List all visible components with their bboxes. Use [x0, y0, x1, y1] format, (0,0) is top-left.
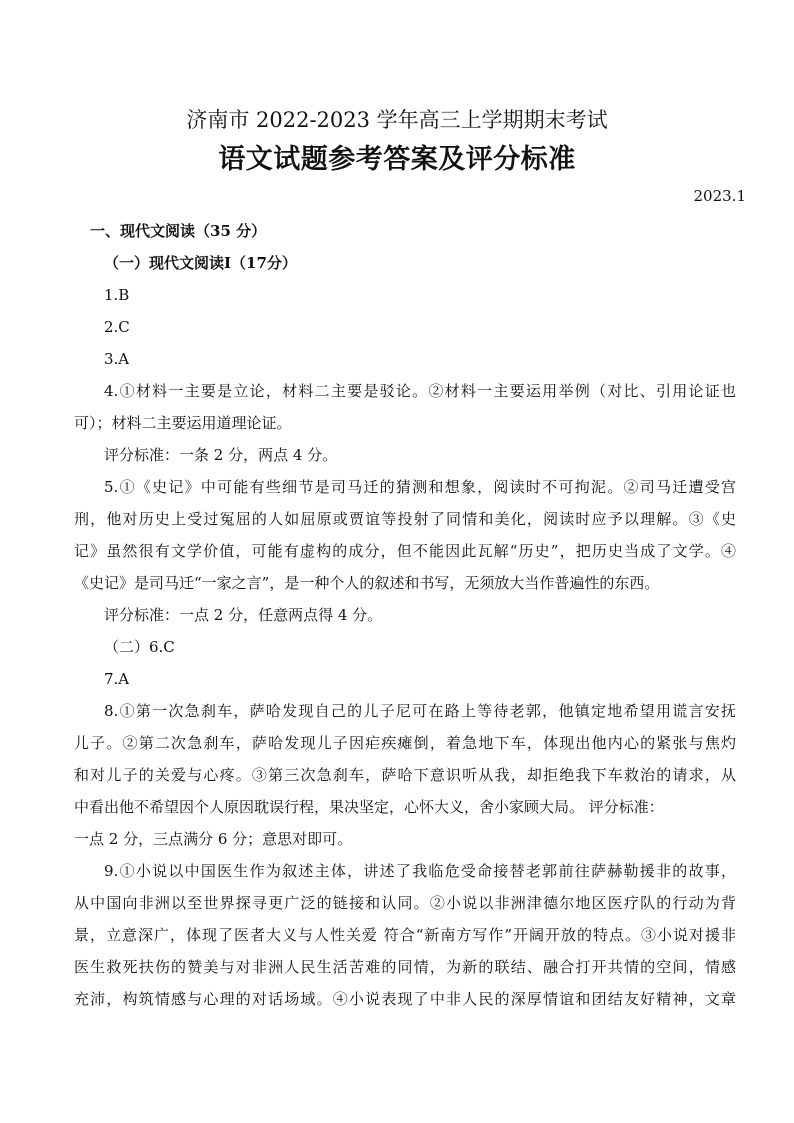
answer-line: 可）；材料二主要运用道理论证。	[74, 414, 292, 432]
scoring-line: 一点 2 分，三点满分 6 分；意思对即可。	[74, 830, 353, 848]
answer-line: 《史记》是司马迁“一家之言”，是一种个人的叙述和书写，无须放大当作普遍性的东西。	[74, 574, 660, 592]
answer-line: 8.①第一次急刹车，萨哈发现自己的儿子尼可在路上等待老郭，他镇定地希望用谎言安抚	[104, 702, 736, 720]
answer-line: 儿子。②第二次急刹车，萨哈发现儿子因疟疾瘫倒，着急地下车，体现出他内心的紧张与焦灼	[74, 734, 736, 752]
answer-line: 9.①小说以中国医生作为叙述主体，讲述了我临危受命接替老郭前往萨赫勒援非的故事，	[104, 862, 736, 880]
scoring-line: 评分标准：一点 2 分，任意两点得 4 分。	[104, 606, 383, 624]
answer-line: 记》虽然很有文学价值，可能有虚构的成分，但不能因此瓦解“历史”，把历史当成了文学。④	[74, 542, 736, 560]
answer-line: （二）6.C	[104, 638, 175, 656]
section-heading: 一、现代文阅读（35 分）	[90, 222, 267, 240]
answer-line: 5.①《史记》中可能有些细节是司马迁的猜测和想象，阅读时不可拘泥。②司马迁遭受宫	[104, 478, 736, 496]
scoring-line: 评分标准：一条 2 分，两点 4 分。	[104, 446, 338, 464]
answer-line: 景，立意深广，体现了医者大义与人性关爱 符合“新南方写作”开阔开放的特点。③小说对援非	[74, 926, 736, 944]
answer-line: 1.B	[104, 286, 130, 304]
answer-line: 从中国向非洲以至世界探寻更广泛的链接和认同。②小说以非洲津德尔地区医疗队的行动为背	[74, 894, 736, 912]
answer-line: 7.A	[104, 670, 130, 688]
answer-line: 充沛，构筑情感与心理的对话场域。④小说表现了中非人民的深厚情谊和团结友好精神，文章	[74, 990, 736, 1008]
document-subtitle: 语文试题参考答案及评分标准	[218, 144, 576, 175]
document-date: 2023.1	[693, 187, 746, 205]
answer-line: 2.C	[104, 318, 130, 336]
subsection-heading: （一）现代文阅读Ⅰ（17分）	[104, 254, 297, 272]
answer-line: 和对儿子的关爱与心疼。③第三次急刹车，萨哈下意识听从我，却拒绝我下车救治的请求，从	[74, 766, 736, 784]
answer-line: 3.A	[104, 350, 130, 368]
answer-line: 医生救死扶伤的赞美与对非洲人民生活苦难的同情，为新的联结、融合打开共情的空间，情感	[74, 958, 736, 976]
answer-line: 4.①材料一主要是立论，材料二主要是驳论。②材料一主要运用举例（对比、引用论证也	[104, 382, 736, 400]
answer-line: 刑，他对历史上受过冤屈的人如屈原或贾谊等投射了同情和美化，阅读时应予以理解。③《史	[74, 510, 736, 528]
answer-line: 中看出他不希望因个人原因耽误行程，果决坚定，心怀大义，舍小家顾大局。 评分标准：	[74, 798, 664, 816]
exam-title: 济南市 2022-2023 学年高三上学期期末考试	[186, 108, 608, 132]
